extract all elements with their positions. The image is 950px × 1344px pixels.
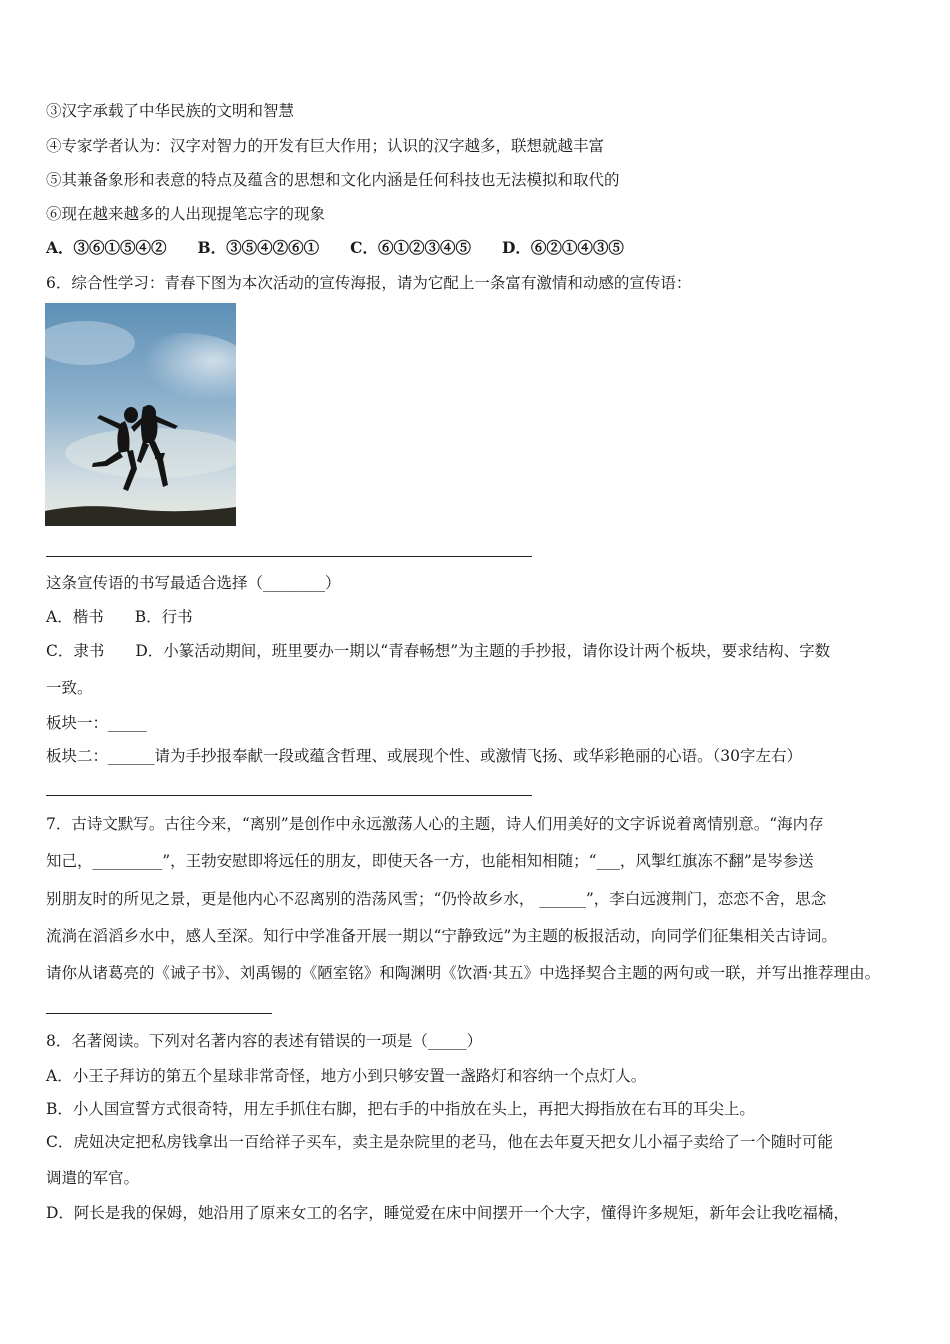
q6-options-cd: C．隶书 D．小篆活动期间，班里要办一期以“青春畅想”为主题的手抄报，请你设计两个板块，要求结构、字数 [46,642,831,660]
section-one-label: 板块一：_____ [46,714,147,732]
option-5-text: ⑤其兼备象形和表意的特点及蕴含的思想和文化内涵是任何科技也无法模拟和取代的 [46,171,620,189]
q8-option-c-continuation: 调遣的军官。 [46,1169,140,1187]
q8-option-a: A．小王子拜访的第五个星球非常奇怪，地方小到只够安置一盏路灯和容纳一个点灯人。 [46,1067,647,1085]
jumping-silhouette-photo [45,303,236,526]
question-7-text: 7．古诗文默写。古往今来，“离别”是创作中永远激荡人心的主题，诗人们用美好的文字诉说着离情别意。“海内存 [46,815,824,833]
q6-options-ab: A．楷书 B．行书 [46,608,193,626]
answer-blank-line [46,1013,272,1014]
answer-blank-line [46,556,532,557]
question-7-line-4: 流淌在滔滔乡水中，感人至深。知行中学准备开展一期以“宁静致远”为主题的板报活动，向同学们征集相关古诗词。 [46,927,837,945]
question-8-text: 8．名著阅读。下列对名著内容的表述有错误的一项是（_____） [46,1032,483,1050]
answer-choices-q5: A．③⑥①⑤④② B．③⑤④②⑥① C．⑥①②③④⑤ D．⑥②①④③⑤ [46,238,624,257]
answer-blank-line [46,795,532,796]
section-two-label: 板块二：______请为手抄报奉献一段或蕴含哲理、或展现个性、或激情飞扬、或华彩艳丽的心语。（30字左右） [46,747,802,765]
option-6-text: ⑥现在越来越多的人出现提笔忘字的现象 [46,205,326,223]
q6-continuation: 一致。 [46,679,93,697]
question-6-text: 6．综合性学习：青春下图为本次活动的宣传海报，请为它配上一条富有激情和动感的宣传语： [46,274,692,292]
question-7-line-5: 请你从诸葛亮的《诫子书》、刘禹锡的《陋室铭》和陶渊明《饮酒·其五》中选择契合主题的两句或一联，并写出推荐理由。 [46,964,881,982]
question-7-line-3: 别朋友时的所见之景，更是他内心不忍离别的浩荡风雪；“仍怜故乡水， ______”，李白远渡荆门，恋恋不舍，思念 [46,890,827,908]
q6-calligraphy-question: 这条宣传语的书写最适合选择（________） [46,574,341,592]
option-4-text: ④专家学者认为：汉字对智力的开发有巨大作用；认识的汉字越多，联想就越丰富 [46,137,605,155]
q8-option-b: B．小人国宣誓方式很奇特，用左手抓住右脚，把右手的中指放在头上，再把大拇指放在右耳的耳尖上。 [46,1100,755,1118]
question-7-line-2: 知己，_________”，王勃安慰即将远任的朋友，即使天各一方，也能相知相随；“___，风掣红旗冻不翻”是岑参送 [46,852,814,870]
q8-option-c: C．虎妞决定把私房钱拿出一百给祥子买车，卖主是杂院里的老马，他在去年夏天把女儿小福子卖给了一个随时可能 [46,1133,833,1151]
q8-option-d: D．阿长是我的保姆，她沿用了原来女工的名字，睡觉爱在床中间摆开一个大字，懂得许多规矩，新年会让我吃福橘， [46,1204,849,1222]
option-3-text: ③汉字承载了中华民族的文明和智慧 [46,102,295,120]
